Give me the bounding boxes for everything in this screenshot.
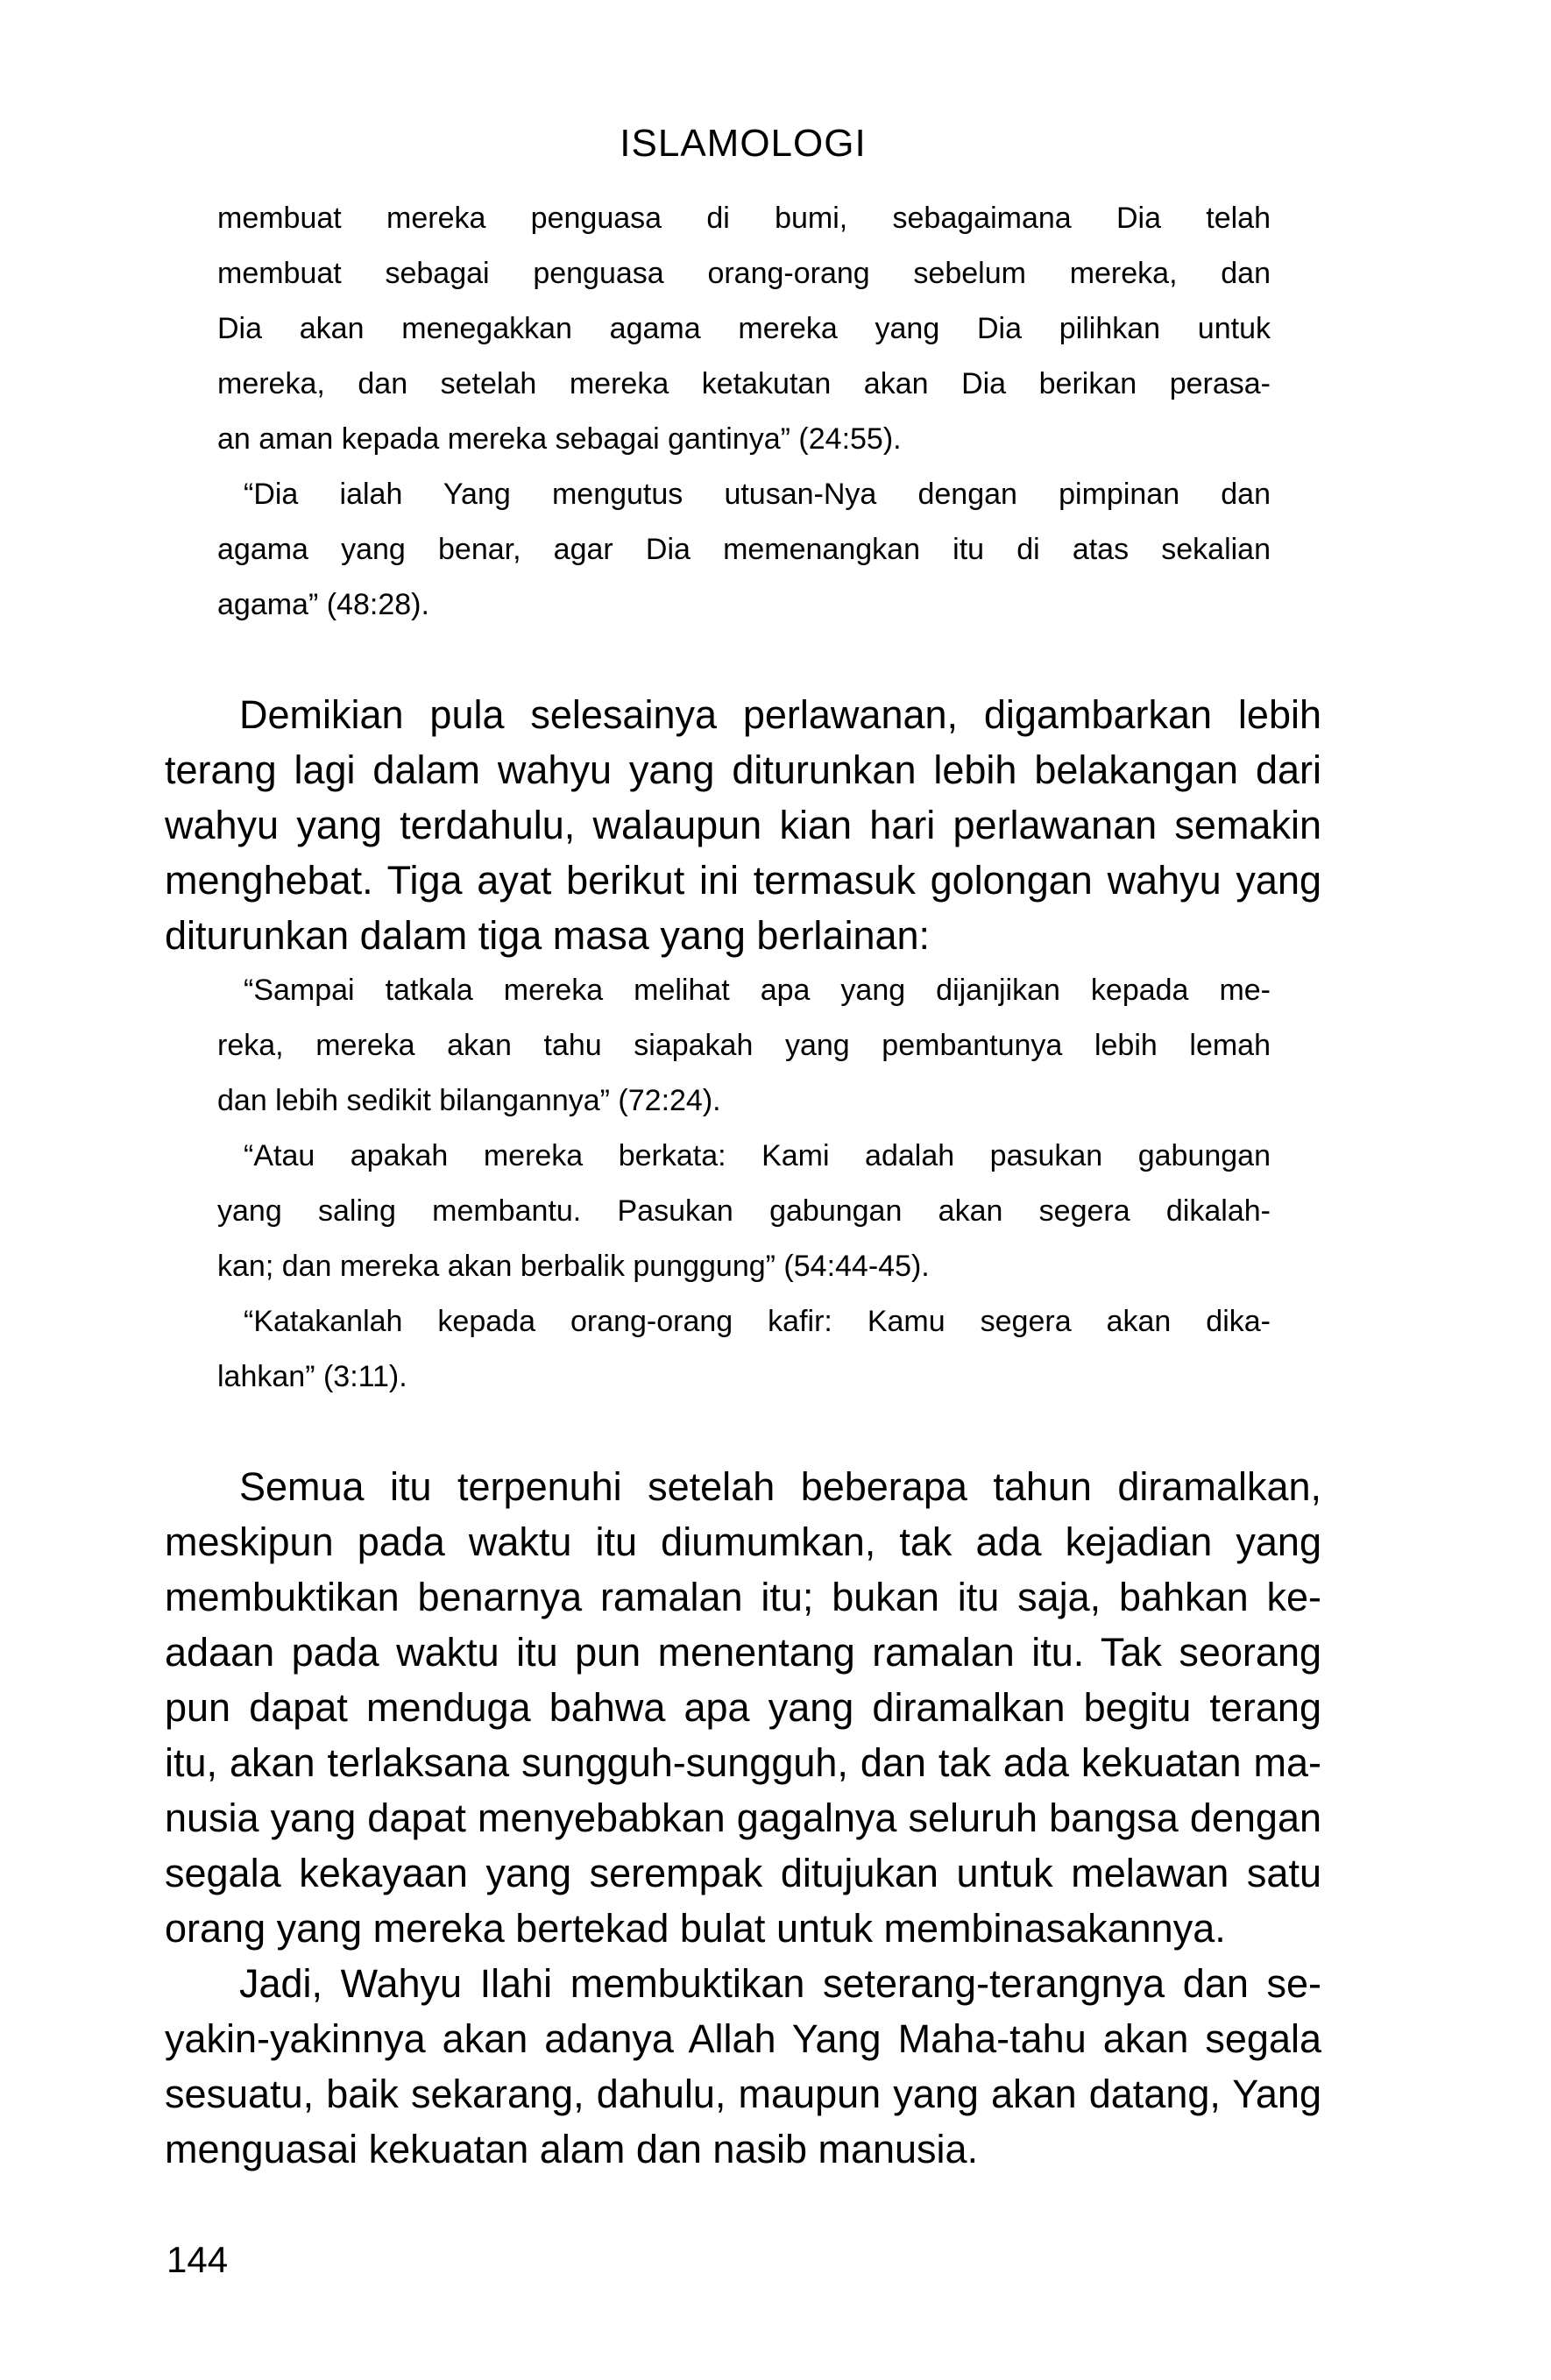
text-line: adaan pada waktu itu pun menentang ramalan itu. Tak seorang [165, 1630, 1321, 1675]
text-line: orang yang mereka bertekad bulat untuk membinasakannya. [165, 1906, 1226, 1951]
body-text-block [165, 1459, 1321, 2177]
text-line: an aman kepada mereka sebagai gantinya” (24:55). [217, 422, 902, 456]
quote-paragraph [217, 191, 1271, 467]
text-line: agama yang benar, agar Dia memenangkan itu di atas sekalian [217, 533, 1271, 566]
text-line: “Sampai tatkala mereka melihat apa yang dijanjikan kepada me- [244, 974, 1271, 1007]
text-line: lahkan” (3:11). [217, 1360, 407, 1393]
text-line: Semua itu terpenuhi setelah beberapa tahun diramalkan, [239, 1464, 1321, 1509]
text-line: nusia yang dapat menyebabkan gagalnya seluruh bangsa dengan [165, 1796, 1321, 1840]
paragraph [165, 1956, 1321, 2177]
text-line: membuat sebagai penguasa orang-orang sebelum mereka, dan [217, 257, 1271, 290]
text-line: dan lebih sedikit bilangannya” (72:24). [217, 1084, 721, 1117]
text-line: “Atau apakah mereka berkata: Kami adalah pasukan gabungan [244, 1139, 1271, 1172]
text-line: kan; dan mereka akan berbalik punggung” (54:44-45). [217, 1250, 930, 1283]
body-text-block [165, 687, 1321, 963]
paragraph [165, 1459, 1321, 1956]
text-line: mereka, dan setelah mereka ketakutan akan Dia berikan perasa- [217, 367, 1271, 400]
text-line: terang lagi dalam wahyu yang diturunkan lebih belakangan dari [165, 747, 1321, 792]
text-line: menghebat. Tiga ayat berikut ini termasuk golongan wahyu yang [165, 858, 1321, 903]
text-line: agama” (48:28). [217, 588, 429, 621]
running-header: ISLAMOLOGI [620, 122, 867, 165]
text-line: sesuatu, baik sekarang, dahulu, maupun yang akan datang, Yang [165, 2072, 1321, 2116]
quote-block [217, 963, 1271, 1405]
quote-paragraph [217, 1294, 1271, 1405]
quote-paragraph [217, 1129, 1271, 1294]
text-line: Demikian pula selesainya perlawanan, digambarkan lebih [239, 692, 1321, 737]
text-line: reka, mereka akan tahu siapakah yang pembantunya lebih lemah [217, 1029, 1271, 1062]
page-content [165, 191, 1321, 2177]
text-line: menguasai kekuatan alam dan nasib manusia. [165, 2127, 979, 2171]
text-line: membuktikan benarnya ramalan itu; bukan itu saja, bahkan ke- [165, 1575, 1321, 1619]
text-line: meskipun pada waktu itu diumumkan, tak ada kejadian yang [165, 1519, 1321, 1564]
text-line: “Katakanlah kepada orang-orang kafir: Kamu segera akan dika- [244, 1305, 1271, 1338]
text-line: yang saling membantu. Pasukan gabungan akan segera dikalah- [217, 1194, 1271, 1228]
text-line: membuat mereka penguasa di bumi, sebagaimana Dia telah [217, 202, 1271, 235]
text-line: itu, akan terlaksana sungguh-sungguh, dan tak ada kekuatan ma- [165, 1740, 1321, 1785]
text-line: diturunkan dalam tiga masa yang berlainan: [165, 913, 931, 958]
text-line: pun dapat menduga bahwa apa yang diramalkan begitu terang [165, 1685, 1321, 1730]
quote-block [217, 191, 1271, 633]
text-line: yakin-yakinnya akan adanya Allah Yang Maha-tahu akan segala [165, 2016, 1321, 2061]
text-line: segala kekayaan yang serempak ditujukan untuk melawan satu [165, 1851, 1321, 1895]
text-line: Dia akan menegakkan agama mereka yang Dia pilihkan untuk [217, 312, 1271, 345]
text-line: wahyu yang terdahulu, walaupun kian hari perlawanan semakin [165, 803, 1321, 847]
page-number: 144 [166, 2239, 229, 2280]
text-line: “Dia ialah Yang mengutus utusan-Nya dengan pimpinan dan [244, 478, 1271, 511]
quote-paragraph [217, 963, 1271, 1129]
quote-paragraph [217, 467, 1271, 633]
paragraph [165, 687, 1321, 963]
text-line: Jadi, Wahyu Ilahi membuktikan seterang-terangnya dan se- [239, 1961, 1321, 2006]
